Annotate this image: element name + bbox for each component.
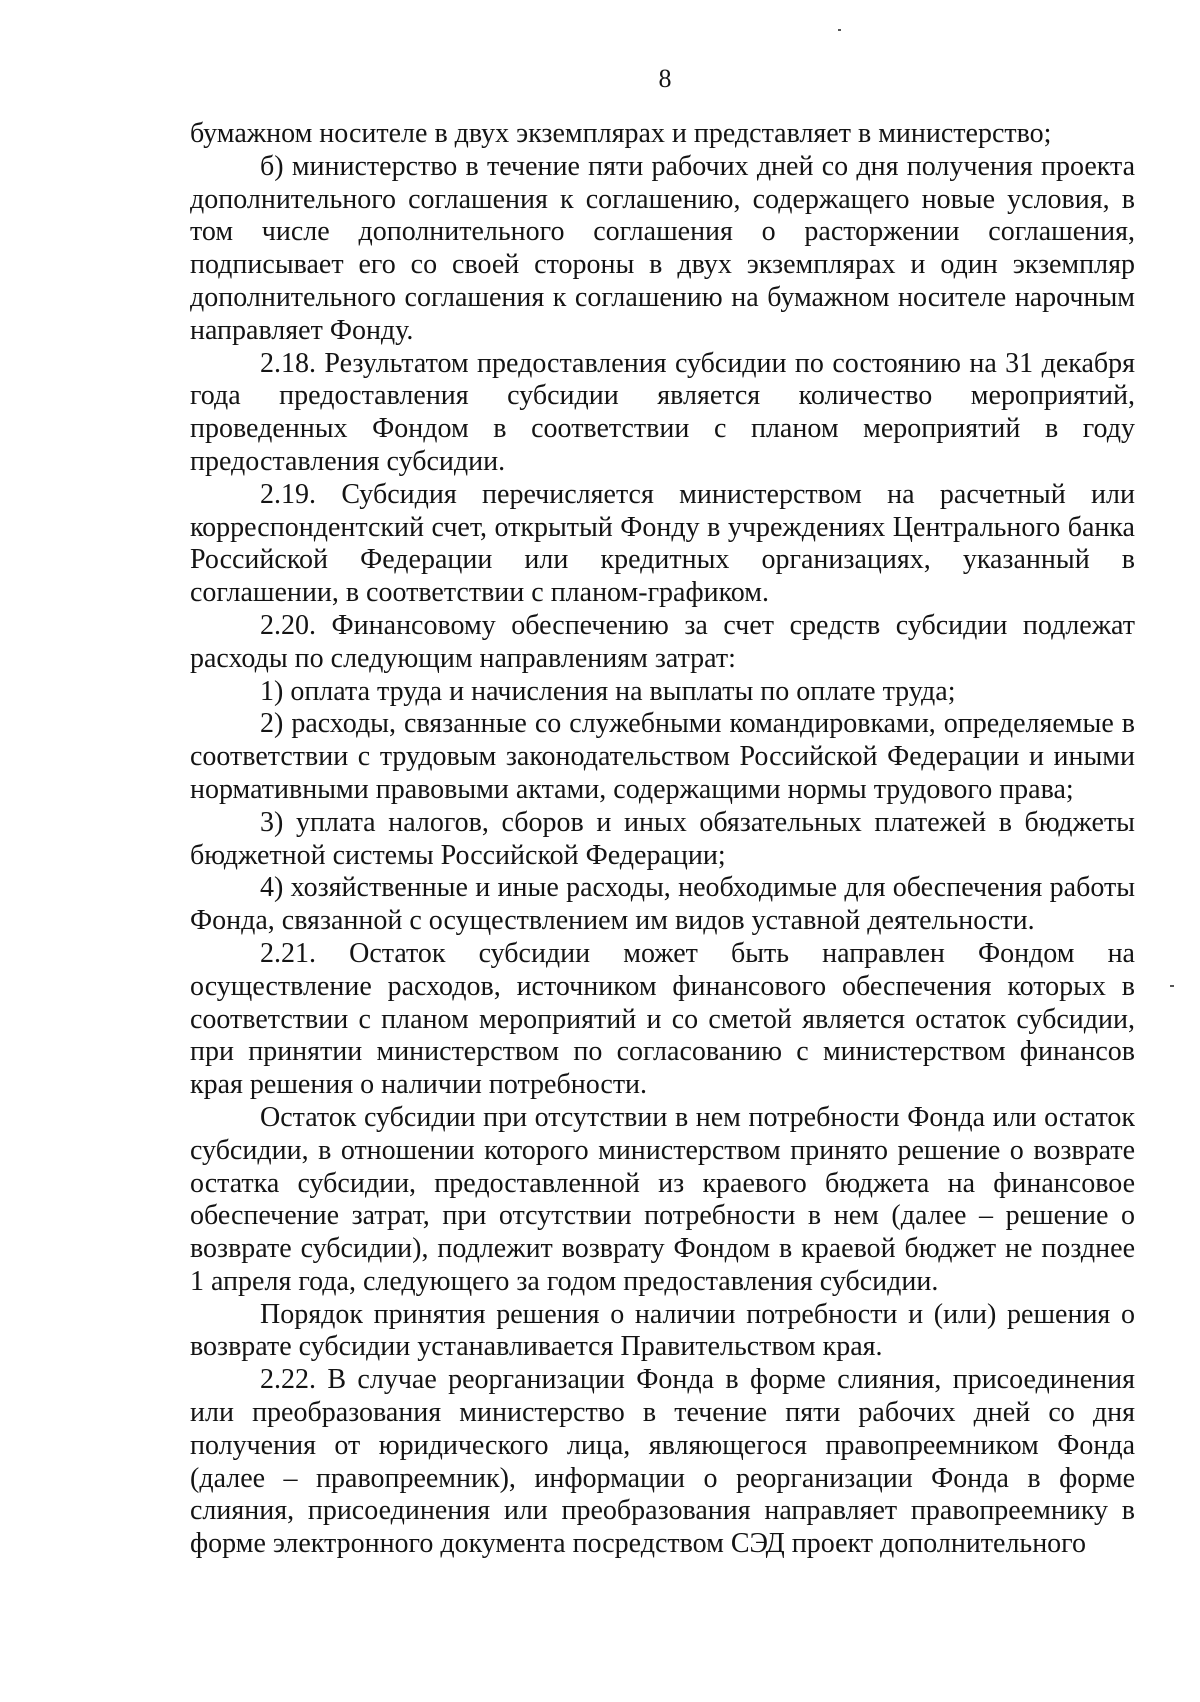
list-item: 4) хозяйственные и иные расходы, необходимые для обеспечения работы Фонда, связанной с осуществлением им видов уставной деятельности.: [190, 872, 1135, 937]
paragraph: бумажном носителе в двух экземплярах и представляет в министерство;: [190, 118, 1052, 149]
paragraph: Порядок принятия решения о наличии потребности и (или) решения о возврате субсидии устанавливается Правительством края.: [190, 1298, 1135, 1363]
document-body: [190, 118, 1135, 1561]
list-item: 3) уплата налогов, сборов и иных обязательных платежей в бюджеты бюджетной системы Российской Федерации;: [190, 806, 1135, 871]
paragraph: 2.19. Субсидия перечисляется министерством на расчетный или корреспондентский счет, открытый Фонду в учреждениях Центрального банка Российской Федерации или кредитных организациях, указанный в соглашении, в соответствии с планом-графиком.: [190, 478, 1135, 609]
paragraph: 2.22. В случае реорганизации Фонда в форме слияния, присоединения или преобразования министерство в течение пяти рабочих дней со дня получения от юридического лица, являющегося правопреемником Фонда (далее – правопреемник), информации о реорганизации Фонда в форме слияния, присоединения или преобразования направляет правопреемнику в форме электронного документа посредством СЭД проект дополнительного: [190, 1364, 1135, 1560]
scan-speck: [1170, 985, 1174, 987]
paragraph: 2.20. Финансовому обеспечению за счет средств субсидии подлежат расходы по следующим направлениям затрат:: [190, 609, 1135, 674]
paragraph: 2.18. Результатом предоставления субсидии по состоянию на 31 декабря года предоставления субсидии является количество мероприятий, проведенных Фондом в соответствии с планом мероприятий в году предоставления субсидии.: [190, 347, 1135, 477]
paragraph: 2.21. Остаток субсидии может быть направлен Фондом на осуществление расходов, источником финансового обеспечения которых в соответствии с планом мероприятий и со сметой является остаток субсидии, при принятии министерством по согласованию с министерством финансов края решения о наличии потребности.: [190, 937, 1135, 1101]
page-number: 8: [658, 64, 672, 93]
paragraph: б) министерство в течение пяти рабочих дней со дня получения проекта дополнительного соглашения к соглашению, содержащего новые условия, в том числе дополнительного соглашения о расторжении соглашения, подписывает его со своей стороны в двух экземплярах и один экземпляр дополнительного соглашения к соглашению на бумажном носителе нарочным направляет Фонду.: [190, 150, 1135, 346]
scan-speck: [838, 29, 841, 31]
list-item: 2) расходы, связанные со служебными командировками, определяемые в соответствии с трудовым законодательством Российской Федерации и иными нормативными правовыми актами, содержащими нормы трудового права;: [190, 708, 1135, 805]
list-item: 1) оплата труда и начисления на выплаты по оплате труда;: [260, 675, 956, 707]
paragraph: Остаток субсидии при отсутствии в нем потребности Фонда или остаток субсидии, в отношении которого министерством принято решение о возврате остатка субсидии, предоставленной из краевого бюджета на финансовое обеспечение затрат, при отсутствии потребности в нем (далее – решение о возврате субсидии), подлежит возврату Фондом в краевой бюджет не позднее 1 апреля года, следующего за годом предоставления субсидии.: [190, 1101, 1135, 1297]
